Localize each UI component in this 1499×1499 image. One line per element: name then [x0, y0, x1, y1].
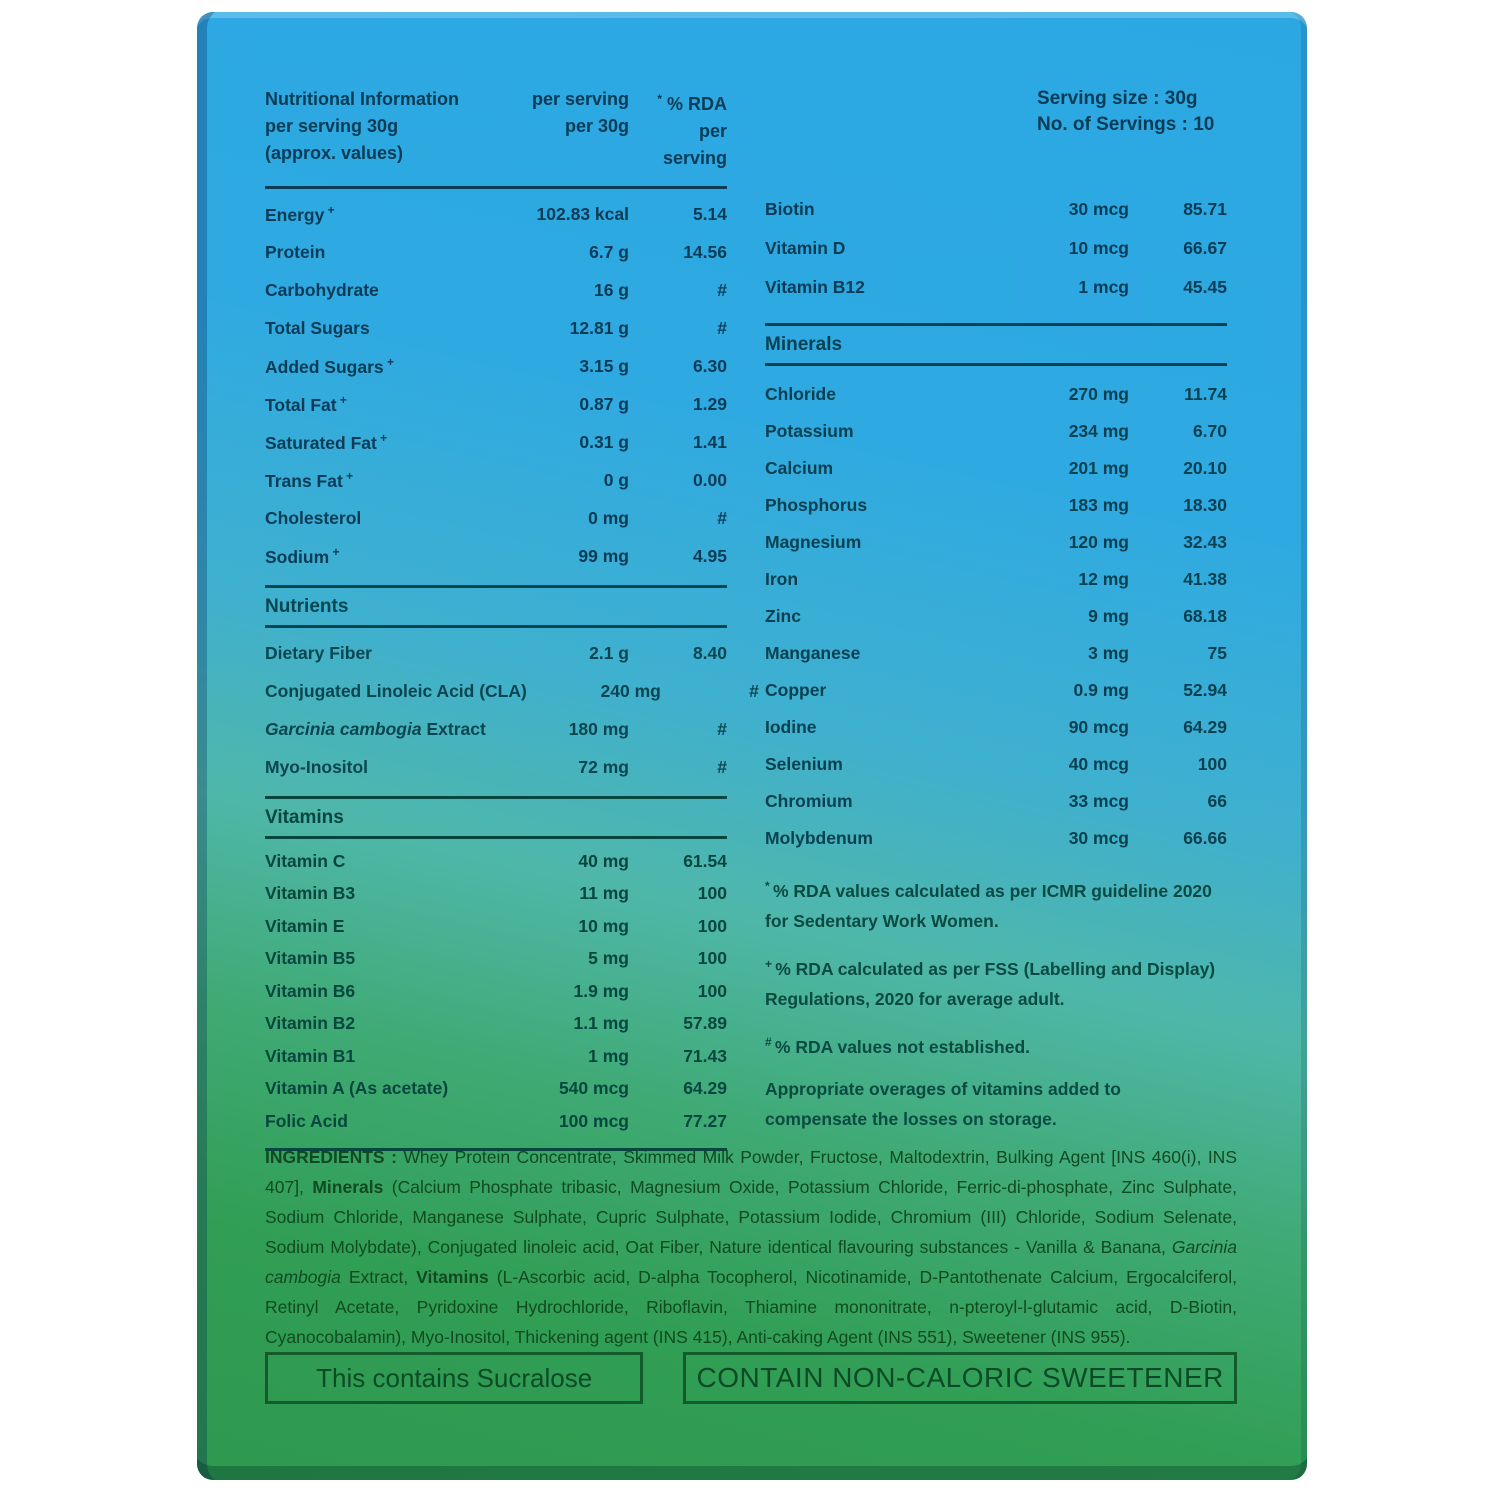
table-row: [765, 524, 1227, 561]
table-row: [265, 1008, 727, 1041]
row-value: 201 mg: [1068, 458, 1129, 478]
row-label: Carbohydrate: [265, 279, 379, 300]
table-row: [765, 487, 1227, 524]
row-value: 1 mg: [588, 1045, 629, 1066]
row-value: 12.81 g: [569, 317, 629, 338]
row-rda-percent: 4.95: [692, 545, 727, 566]
row-rda-percent: 71.43: [683, 1045, 727, 1066]
row-value: 11 mg: [579, 883, 629, 904]
row-rda-percent: #: [717, 279, 727, 300]
footnote: * % RDA values calculated as per ICMR guideline 2020 for Sedentary Work Women.: [765, 879, 1212, 931]
row-rda-percent: 100: [697, 915, 727, 936]
row-label: Dietary Fiber: [265, 642, 372, 663]
ingredients-paragraph: INGREDIENTS : Whey Protein Concentrate, Skimmed Milk Powder, Fructose, Maltodextrin, Bulking Agent [INS 460(i), INS 407], Minerals (Calcium Phosphate tribasic, Magnesium Oxide, Potassium Chloride, Ferric-di-phosphate, Zinc Sulphate, Sodium Chloride, Manganese Sulphate, Cupric Sulphate, Potassium Iodide, Chromium (III) Chloride, Sodium Selenate, Sodium Molybdate), Conjugated linoleic acid, Oat Fiber, Nature identical flavouring substances - Vanilla & Banana, Garcinia cambogia Extract, Vitamins (L-Ascorbic acid, D-alpha Tocopherol, Nicotinamide, D-Pantothenate Calcium, Ergocalciferol, Retinyl Acetate, Pyridoxine Hydrochloride, Riboflavin, Thiamine mononitrate, n-pteroyl-l-glutamic acid, D-Biotin, Cyanocobalamin), Myo-Inositol, Thickening agent (INS 415), Anti-caking Agent (INS 551), Sweetener (INS 955).: [265, 1147, 1237, 1347]
table-row: [765, 561, 1227, 598]
vitamins-section-header: [265, 796, 727, 839]
main-nutrition-table: [265, 195, 727, 575]
row-value: 180 mg: [568, 718, 629, 739]
left-column: [265, 86, 759, 1151]
table-row: [265, 271, 727, 309]
table-row: [265, 347, 727, 385]
row-rda-percent: 61.54: [683, 850, 727, 871]
divider-line: [265, 186, 727, 189]
row-rda-percent: #: [717, 317, 727, 338]
row-label: Manganese: [765, 643, 861, 663]
footnotes: [765, 871, 1227, 1134]
divider-line: [765, 363, 1227, 366]
row-value: 0.31 g: [579, 431, 629, 452]
table-row: [765, 598, 1227, 635]
non-caloric-sweetener-claim-box: [683, 1352, 1237, 1404]
row-rda-percent: 85.71: [1183, 199, 1227, 219]
row-label: Added Sugars +: [265, 354, 394, 377]
row-value: 240 mg: [600, 680, 661, 701]
table-row: [765, 413, 1227, 450]
row-rda-percent: 41.38: [1183, 569, 1227, 589]
row-rda-percent: 5.14: [692, 203, 727, 224]
row-label: Total Sugars: [265, 317, 370, 338]
row-value: 0.87 g: [579, 393, 629, 414]
serving-info: [1037, 86, 1227, 138]
row-label: Magnesium: [765, 532, 862, 552]
row-rda-percent: 64.29: [1183, 717, 1227, 737]
row-label: Zinc: [765, 606, 801, 626]
row-label: Vitamin B3: [265, 883, 356, 904]
row-label: Phosphorus: [765, 495, 868, 515]
row-value: 90 mcg: [1068, 717, 1129, 737]
table-row: [265, 634, 727, 672]
table-row: [265, 309, 727, 347]
row-rda-percent: #: [717, 718, 727, 739]
section-title-vitamins: Vitamins: [265, 807, 344, 828]
row-label: Vitamin D: [765, 238, 846, 258]
row-label: Vitamin B12: [765, 277, 865, 297]
section-title-minerals: Minerals: [765, 334, 843, 355]
nutrients-section-header: [265, 585, 727, 628]
row-value: 0 mg: [588, 507, 629, 528]
row-rda-percent: 6.30: [692, 355, 727, 376]
header-col-nutritional-info: [265, 86, 495, 172]
row-value: 99 mg: [578, 545, 629, 566]
row-label: Selenium: [765, 754, 843, 774]
row-label: Protein: [265, 241, 326, 262]
row-value: 16 g: [593, 279, 629, 300]
divider-line: [265, 625, 727, 628]
header-line: per serving: [531, 89, 629, 109]
row-value: 100 mcg: [558, 1110, 629, 1131]
row-rda-percent: 14.56: [683, 241, 727, 262]
table-row: [265, 975, 727, 1008]
row-label: Garcinia cambogia Extract: [265, 718, 486, 739]
header-line: per: [698, 121, 727, 141]
table-row: [765, 783, 1227, 820]
row-rda-percent: #: [749, 680, 759, 701]
row-value: 3.15 g: [579, 355, 629, 376]
table-row: [765, 190, 1227, 229]
row-rda-percent: 1.41: [692, 431, 727, 452]
table-row: [765, 635, 1227, 672]
table-row: [265, 1073, 727, 1106]
row-value: 234 mg: [1068, 421, 1129, 441]
row-rda-percent: 66.66: [1183, 828, 1227, 848]
footnote: # % RDA values not established.: [765, 1034, 1031, 1057]
row-rda-percent: 77.27: [683, 1110, 727, 1131]
table-row: [265, 943, 727, 976]
table-row: [765, 672, 1227, 709]
sucralose-claim-text: This contains Sucralose: [316, 1362, 593, 1393]
table-row: [265, 672, 759, 710]
asterisk-mark: *: [657, 92, 662, 106]
row-rda-percent: 66: [1207, 791, 1227, 811]
header-col-rda: [635, 86, 727, 172]
table-row: [265, 461, 727, 499]
row-rda-percent: 8.40: [692, 642, 727, 663]
row-rda-percent: 75: [1207, 643, 1227, 663]
row-value: 40 mcg: [1068, 754, 1129, 774]
row-label: Molybdenum: [765, 828, 873, 848]
row-rda-percent: 1.29: [692, 393, 727, 414]
table-row: [265, 195, 727, 233]
divider-line: [765, 323, 1227, 326]
row-label: Vitamin B2: [265, 1013, 356, 1034]
row-rda-percent: #: [717, 756, 727, 777]
row-rda-percent: 57.89: [683, 1013, 727, 1034]
row-label: Cholesterol: [265, 507, 362, 528]
right-column: [765, 86, 1227, 1147]
row-label: Total Fat +: [265, 392, 347, 415]
table-row: [265, 878, 727, 911]
row-rda-percent: 100: [1197, 754, 1227, 774]
row-label: Sodium +: [265, 544, 340, 567]
row-rda-percent: 52.94: [1183, 680, 1227, 700]
row-value: 120 mg: [1068, 532, 1129, 552]
non-caloric-sweetener-text: CONTAIN NON-CALORIC SWEETENER: [696, 1362, 1224, 1393]
row-label: Vitamin B1: [265, 1045, 356, 1066]
row-label: Biotin: [765, 199, 815, 219]
row-label: Potassium: [765, 421, 854, 441]
table-row: [265, 710, 727, 748]
row-label: Conjugated Linoleic Acid (CLA): [265, 680, 527, 701]
row-value: 1 mcg: [1078, 277, 1129, 297]
serving-size: Serving size : 30g: [1037, 88, 1198, 109]
table-row: [265, 1105, 727, 1138]
row-value: 3 mg: [1088, 643, 1129, 663]
row-label: Vitamin C: [265, 850, 346, 871]
nutrition-label-package: [197, 12, 1307, 1480]
row-value: 1.1 mg: [573, 1013, 629, 1034]
row-value: 270 mg: [1068, 384, 1129, 404]
row-value: 40 mg: [578, 850, 629, 871]
table-header: [265, 86, 727, 172]
minerals-table: [765, 376, 1227, 857]
table-row: [265, 910, 727, 943]
servings-count: No. of Servings : 10: [1037, 114, 1215, 135]
divider-line: [265, 836, 727, 839]
minerals-section-header: [765, 323, 1227, 366]
row-label: Vitamin B5: [265, 948, 356, 969]
table-row: [765, 376, 1227, 413]
row-label: Energy +: [265, 202, 335, 225]
section-title-nutrients: Nutrients: [265, 596, 349, 617]
row-value: 33 mcg: [1068, 791, 1129, 811]
row-rda-percent: 68.18: [1183, 606, 1227, 626]
row-value: 102.83 kcal: [536, 203, 629, 224]
row-value: 72 mg: [578, 756, 629, 777]
row-rda-percent: 0.00: [692, 469, 727, 490]
table-row: [765, 229, 1227, 268]
header-line: serving: [662, 148, 727, 168]
row-value: 6.7 g: [589, 241, 629, 262]
row-value: 5 mg: [588, 948, 629, 969]
row-value: 0.9 mg: [1073, 680, 1129, 700]
row-label: Folic Acid: [265, 1110, 348, 1131]
table-row: [265, 499, 727, 537]
table-row: [265, 423, 727, 461]
row-value: 183 mg: [1068, 495, 1129, 515]
row-rda-percent: 100: [697, 948, 727, 969]
row-value: 30 mcg: [1068, 199, 1129, 219]
row-value: 30 mcg: [1068, 828, 1129, 848]
sucralose-claim-box: [265, 1352, 643, 1404]
row-rda-percent: 100: [697, 980, 727, 1001]
table-row: [765, 746, 1227, 783]
row-rda-percent: 11.74: [1184, 384, 1227, 404]
divider-line: [265, 796, 727, 799]
table-row: [265, 845, 727, 878]
table-row: [265, 537, 727, 575]
divider-line: [265, 585, 727, 588]
row-label: Iodine: [765, 717, 817, 737]
claim-boxes: [265, 1352, 1237, 1404]
vitamins-continued-table: [765, 190, 1227, 307]
row-rda-percent: #: [717, 507, 727, 528]
row-rda-percent: 20.10: [1183, 458, 1227, 478]
row-value: 540 mcg: [558, 1078, 629, 1099]
row-value: 1.9 mg: [573, 980, 629, 1001]
row-label: Myo-Inositol: [265, 756, 369, 777]
footnote: + % RDA calculated as per FSS (Labelling and Display) Regulations, 2020 for average adult.: [765, 956, 1216, 1009]
row-label: Saturated Fat +: [265, 430, 388, 453]
row-value: 2.1 g: [589, 642, 629, 663]
table-row: [765, 268, 1227, 307]
row-label: Chloride: [765, 384, 836, 404]
row-rda-percent: 100: [697, 883, 727, 904]
header-line: * % RDA: [657, 92, 727, 114]
row-rda-percent: 18.30: [1183, 495, 1227, 515]
row-label: Vitamin E: [265, 915, 345, 936]
row-value: 0 g: [603, 469, 629, 490]
row-label: Trans Fat +: [265, 468, 354, 491]
table-row: [265, 748, 727, 786]
row-rda-percent: 6.70: [1192, 421, 1227, 441]
table-row: [765, 709, 1227, 746]
row-label: Iron: [765, 569, 799, 589]
footnote: Appropriate overages of vitamins added to compensate the losses on storage.: [765, 1079, 1121, 1130]
row-label: Calcium: [765, 458, 834, 478]
row-rda-percent: 45.45: [1183, 277, 1227, 297]
row-label: Chromium: [765, 791, 853, 811]
row-value: 9 mg: [1088, 606, 1129, 626]
table-row: [765, 450, 1227, 487]
row-label: Vitamin B6: [265, 980, 356, 1001]
header-line: Nutritional Information: [265, 89, 459, 109]
table-row: [265, 1040, 727, 1073]
table-row: [265, 233, 727, 271]
row-value: 10 mg: [578, 915, 629, 936]
row-value: 10 mcg: [1068, 238, 1129, 258]
row-label: Copper: [765, 680, 827, 700]
vitamins-table: [265, 845, 727, 1138]
header-line: per 30g: [564, 116, 629, 136]
table-row: [265, 385, 727, 423]
table-row: [765, 820, 1227, 857]
nutrients-table: [265, 634, 759, 786]
row-rda-percent: 32.43: [1183, 532, 1227, 552]
header-line: (approx. values): [265, 143, 404, 163]
row-value: 12 mg: [1078, 569, 1129, 589]
header-col-per-serving: [501, 86, 629, 172]
header-line: per serving 30g: [265, 116, 399, 136]
row-rda-percent: 66.67: [1183, 238, 1227, 258]
row-rda-percent: 64.29: [683, 1078, 727, 1099]
row-label: Vitamin A (As acetate): [265, 1078, 449, 1099]
